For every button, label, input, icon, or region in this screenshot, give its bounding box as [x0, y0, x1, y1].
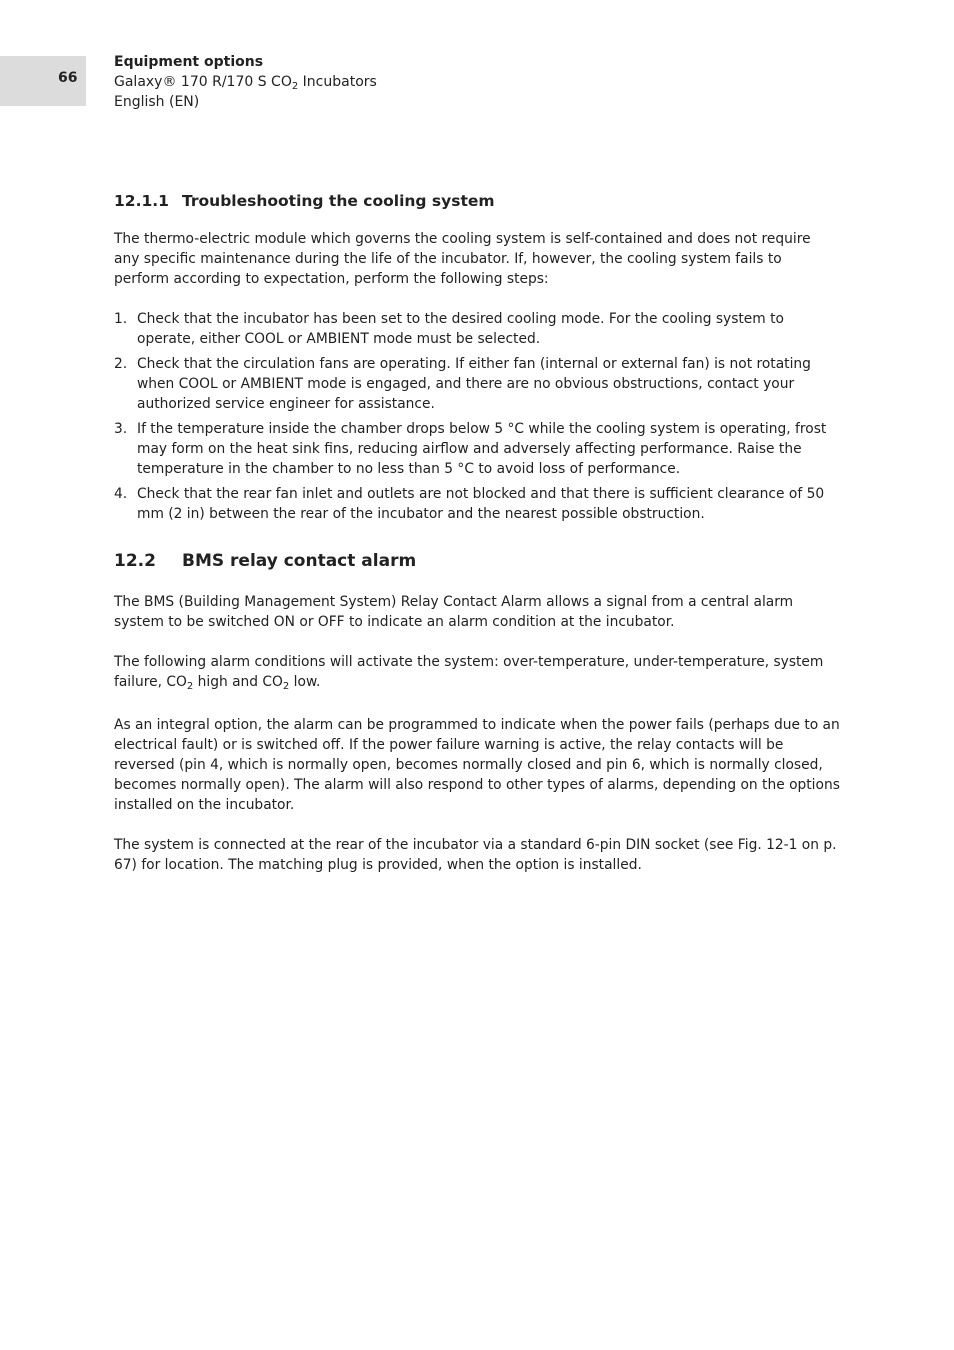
header-product — [114, 72, 377, 92]
list-marker: 4. — [114, 486, 128, 502]
bms-paragraph-4: The system is connected at the rear of the incubator via a standard 6-pin DIN socket (see Fig. 12-1 on p. 67) for location. The matching plug is provided, when the option is installed. — [114, 837, 837, 873]
cooling-steps-list — [114, 309, 840, 524]
text-run: The following alarm conditions will activate the system: over-temperature, under-temperature, system failure, CO — [114, 654, 824, 690]
bms-paragraph-2 — [114, 652, 840, 692]
list-item — [114, 419, 840, 479]
subscript: 2 — [282, 681, 290, 692]
text-run: high and CO — [193, 674, 283, 690]
list-marker: 1. — [114, 311, 128, 327]
list-item-text: Check that the incubator has been set to the desired cooling mode. For the cooling system to operate, either COOL or AMBIENT mode must be selected. — [137, 311, 784, 347]
header-language: English (EN) — [114, 94, 200, 110]
page-content — [114, 190, 840, 875]
list-item — [114, 309, 840, 349]
list-item — [114, 484, 840, 524]
section-heading-cooling — [114, 190, 840, 212]
section-heading-bms — [114, 550, 840, 572]
list-item — [114, 354, 840, 414]
list-item-text: Check that the circulation fans are operating. If either fan (internal or external fan) is not rotating when COOL or AMBIENT mode is engaged, and there are no obvious obstructions, contact your authorized service engineer for assistance. — [137, 356, 811, 412]
header-section: Equipment options — [114, 54, 264, 70]
list-marker: 3. — [114, 421, 128, 437]
bms-paragraph-1: The BMS (Building Management System) Relay Contact Alarm allows a signal from a central alarm system to be switched ON or OFF to indicate an alarm condition at the incubator. — [114, 594, 794, 630]
running-header — [114, 52, 377, 112]
header-product-suffix: Incubators — [298, 74, 377, 90]
section-number: 12.2 — [114, 551, 156, 571]
subscript: 2 — [186, 681, 194, 692]
list-item-text: If the temperature inside the chamber drops below 5 °C while the cooling system is operating, frost may form on the heat sink fins, reducing airflow and adversely affecting performance. Raise the temperature in the chamber to no less than 5 °C to avoid loss of performance. — [137, 421, 827, 477]
header-product-prefix: Galaxy® 170 R/170 S CO — [114, 74, 292, 90]
page-number: 66 — [58, 70, 78, 86]
section-number: 12.1.1 — [114, 192, 169, 210]
list-item-text: Check that the rear fan inlet and outlets are not blocked and that there is sufficient clearance of 50 mm (2 in) between the rear of the incubator and the nearest possible obstruction. — [137, 486, 825, 522]
section-title: BMS relay contact alarm — [182, 551, 417, 571]
bms-paragraph-3: As an integral option, the alarm can be programmed to indicate when the power fails (perhaps due to an electrical fault) or is switched off. If the power failure warning is active, the relay contacts will be reversed (pin 4, which is normally open, becomes normally closed and pin 6, which is normally closed, becomes normally open). The alarm will also respond to other types of alarms, depending on the options installed on the incubator. — [114, 717, 840, 813]
header-product-sub: 2 — [291, 81, 299, 92]
section-title: Troubleshooting the cooling system — [182, 192, 495, 210]
cooling-intro-paragraph: The thermo-electric module which governs the cooling system is self-contained and does not require any specific maintenance during the life of the incubator. If, however, the cooling system fails to perform according to expectation, perform the following steps: — [114, 231, 811, 287]
text-run: low. — [289, 674, 321, 690]
list-marker: 2. — [114, 356, 128, 372]
